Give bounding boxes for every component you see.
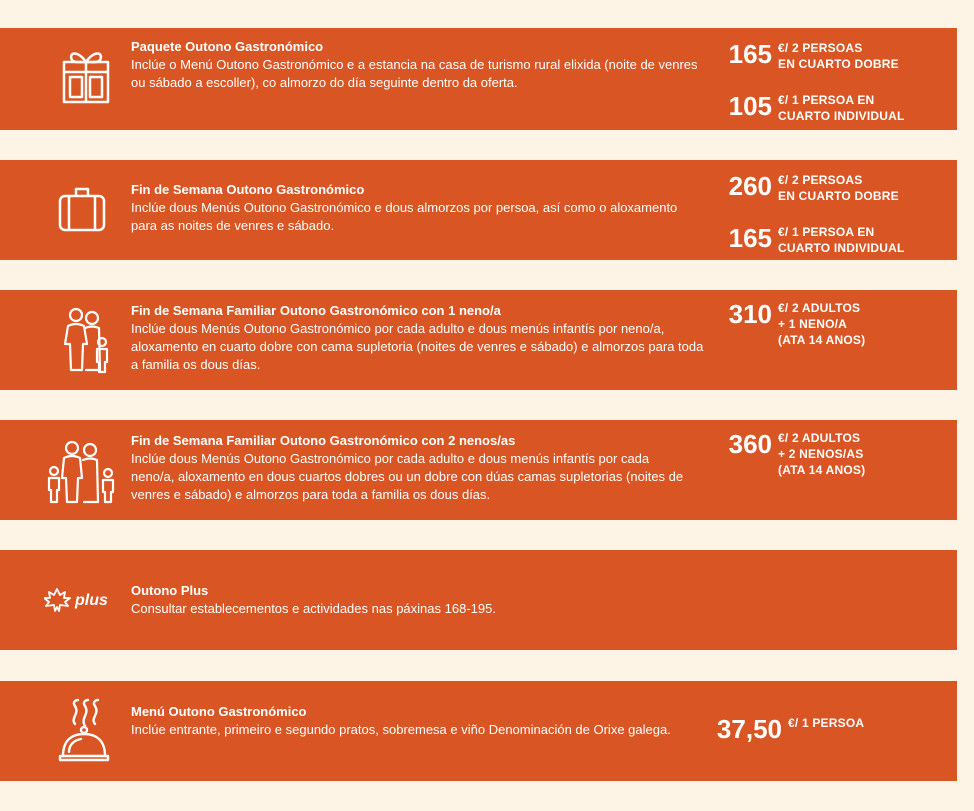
price-unit: €/ 1 PERSOA EN CUARTO INDIVIDUAL xyxy=(778,225,905,255)
offer-card xyxy=(0,28,957,130)
offer-title: Paquete Outono Gastronómico xyxy=(131,39,324,54)
cloche-icon xyxy=(58,698,110,770)
price-amount: 37,50 xyxy=(716,714,782,744)
price-amount: 165 xyxy=(728,223,772,253)
offer-title: Menú Outono Gastronómico xyxy=(131,704,307,719)
price-amount: 360 xyxy=(728,429,772,459)
price-amount: 260 xyxy=(728,171,772,201)
price-unit: €/ 2 ADULTOS + 2 NENOS/AS (ATA 14 ANOS) xyxy=(778,431,866,477)
leaf-plus-icon xyxy=(44,587,118,613)
price-unit: €/ 2 ADULTOS + 1 NENO/A (ATA 14 ANOS) xyxy=(778,301,866,347)
price-amount: 165 xyxy=(728,39,772,69)
offer-title: Fin de Semana Familiar Outono Gastronómico con 2 nenos/as xyxy=(131,433,516,448)
family-one-child-icon xyxy=(62,306,112,376)
price-unit: €/ 2 PERSOAS EN CUARTO DOBRE xyxy=(778,173,899,203)
offer-title: Outono Plus xyxy=(131,583,209,598)
price-unit: €/ 2 PERSOAS EN CUARTO DOBRE xyxy=(778,41,899,71)
offer-card xyxy=(0,550,957,650)
offer-title: Fin de Semana Outono Gastronómico xyxy=(131,182,365,197)
offer-description: Inclúe entrante, primeiro e segundo pratos, sobremesa e viño Denominación de Orixe galega. xyxy=(131,722,671,737)
offer-description: Consultar establecementos e actividades nas páxinas 168-195. xyxy=(131,601,496,616)
offer-description: Inclúe dous Menús Outono Gastronómico por cada adulto e dous menús infantís por neno/a, aloxamento en cuarto dobre con cama supletoria (noites de venres e sábado) e almorzos para toda a familia os dous días. xyxy=(131,321,704,372)
suitcase-icon xyxy=(58,184,106,234)
family-two-children-icon xyxy=(44,440,120,506)
offer-title: Fin de Semana Familiar Outono Gastronómico con 1 neno/a xyxy=(131,303,501,318)
offer-description: Inclúe dous Menús Outono Gastronómico e dous almorzos por persoa, así como o aloxamento para as noites de venres e sábado. xyxy=(131,200,678,233)
gift-icon xyxy=(60,46,112,106)
offer-card xyxy=(0,420,957,520)
offer-description: Inclúe dous Menús Outono Gastronómico por cada adulto e dous menús infantís por cada neno/a, aloxamento en dous cuartos dobres ou un dobre con dúas camas supletorias (noites de venres e sábado) e almorzos para toda a familia os dous días. xyxy=(131,451,684,502)
svg-text:plus: plus xyxy=(75,592,108,609)
price-unit: €/ 1 PERSOA xyxy=(788,716,865,730)
price-amount: 310 xyxy=(728,299,772,329)
offer-card xyxy=(0,681,957,781)
price-amount: 105 xyxy=(728,91,772,121)
offer-description: Inclúe o Menú Outono Gastronómico e a estancia na casa de turismo rural elixida (noite de venres ou sábado a escoller), co almorzo do día seguinte dentro da oferta. xyxy=(131,57,698,90)
offer-card xyxy=(0,290,957,390)
offer-card xyxy=(0,160,957,260)
price-unit: €/ 1 PERSOA EN CUARTO INDIVIDUAL xyxy=(778,93,905,123)
